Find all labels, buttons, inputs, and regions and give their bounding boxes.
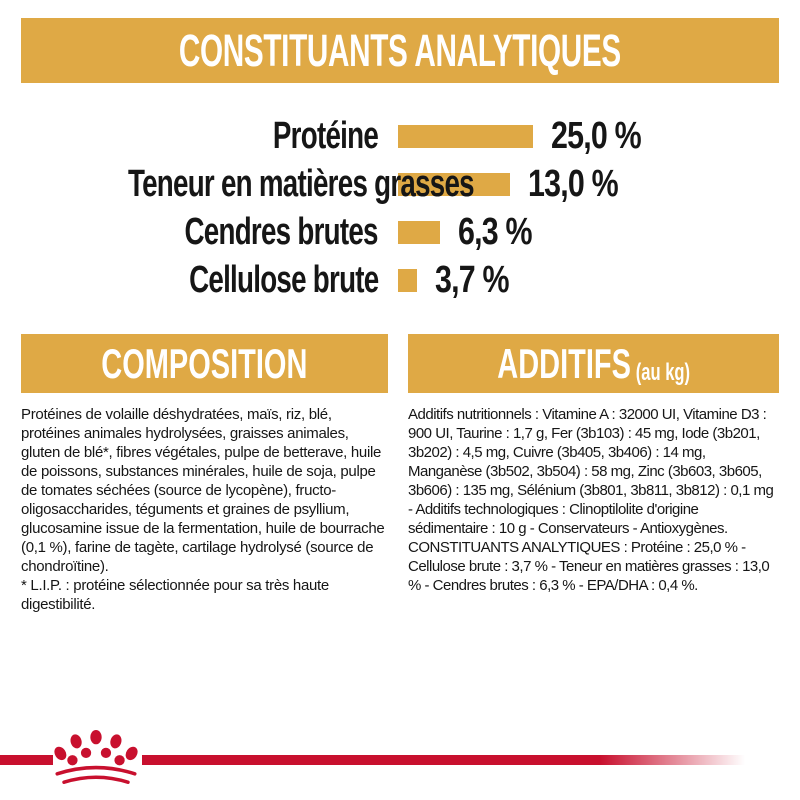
additives-body bbox=[408, 405, 779, 595]
composition-lip-note: * L.I.P. : protéine sélectionnée pour sa très haute digestibilité. bbox=[21, 577, 329, 613]
royal-canin-crown-logo bbox=[52, 727, 140, 784]
nutrient-label-fibre: Cellulose brute bbox=[188, 258, 378, 301]
nutrient-bar-fibre bbox=[398, 269, 417, 292]
additives-title: ADDITIFS bbox=[497, 339, 631, 387]
additives-title-unit: (au kg) bbox=[635, 358, 690, 386]
nutrient-label-ash: Cendres brutes bbox=[184, 210, 378, 253]
additives-analytical-text: CONSTITUANTS ANALYTIQUES : Protéine : 25,0 % - Cellulose brute : 3,7 % - Teneur en matières grasses : 13,0 % - Cendres brutes : 6,3 % - EPA/DHA : 0,4 %. bbox=[408, 539, 770, 594]
chart-row-ash bbox=[0, 208, 800, 256]
nutrient-bar-chart bbox=[0, 112, 800, 304]
nutrient-label-protein: Protéine bbox=[272, 114, 378, 157]
nutrient-bar-ash bbox=[398, 221, 440, 244]
composition-body bbox=[21, 405, 388, 614]
footer-red-rule-right bbox=[142, 755, 745, 765]
chart-row-fat bbox=[0, 160, 800, 208]
additives-nutritional-text: Additifs nutritionnels : Vitamine A : 32000 UI, Vitamine D3 : 900 UI, Taurine : 1,7 g, Fer (3b103) : 45 mg, Iode (3b201, 3b202) : 4,5 mg, Cuivre (3b405, 3b406) : 14 mg, Manganèse (3b502, 3b504) : 58 mg, Zinc (3b603, 3b605, 3b606) : 135 mg, Sélénium (3b801, 3b811, 3b812) : 0,1 mg - Additifs technologiques : Clinoptilolite d'origine sédimentaire : 10 g - Conservateurs - Antioxygènes. bbox=[408, 406, 774, 537]
composition-header bbox=[21, 334, 388, 393]
footer-red-rule-left bbox=[0, 755, 53, 765]
nutrient-value-fat: 13,0 % bbox=[528, 162, 618, 205]
additives-header bbox=[408, 334, 779, 393]
nutrient-bar-protein bbox=[398, 125, 533, 148]
composition-section bbox=[21, 334, 388, 614]
composition-ingredients-text: Protéines de volaille déshydratées, maïs, riz, blé, protéines animales hydrolysées, graisses animales, gluten de blé*, fibres végétales, pulpe de betterave, huile de poissons, substances minérales, huile de soja, pulpe de tomates séchées (source de lycopène), fructo-oligosaccharides, téguments et graines de psyllium, glucosamine issue de la fermentation, huile de bourrache (0,1 %), farine de tagète, cartilage hydrolysé (source de chondroïtine). bbox=[21, 406, 385, 575]
chart-row-fibre bbox=[0, 256, 800, 304]
additives-section bbox=[408, 334, 779, 614]
analytical-constituents-title: CONSTITUANTS ANALYTIQUES bbox=[178, 24, 621, 76]
composition-title: COMPOSITION bbox=[101, 339, 308, 387]
nutrient-value-fibre: 3,7 % bbox=[435, 258, 509, 301]
chart-row-protein bbox=[0, 112, 800, 160]
info-columns bbox=[21, 334, 779, 614]
nutrient-label-fat: Teneur en matières grasses bbox=[127, 162, 474, 205]
nutrient-value-ash: 6,3 % bbox=[458, 210, 532, 253]
nutrient-value-protein: 25,0 % bbox=[551, 114, 641, 157]
analytical-constituents-banner bbox=[21, 18, 779, 83]
